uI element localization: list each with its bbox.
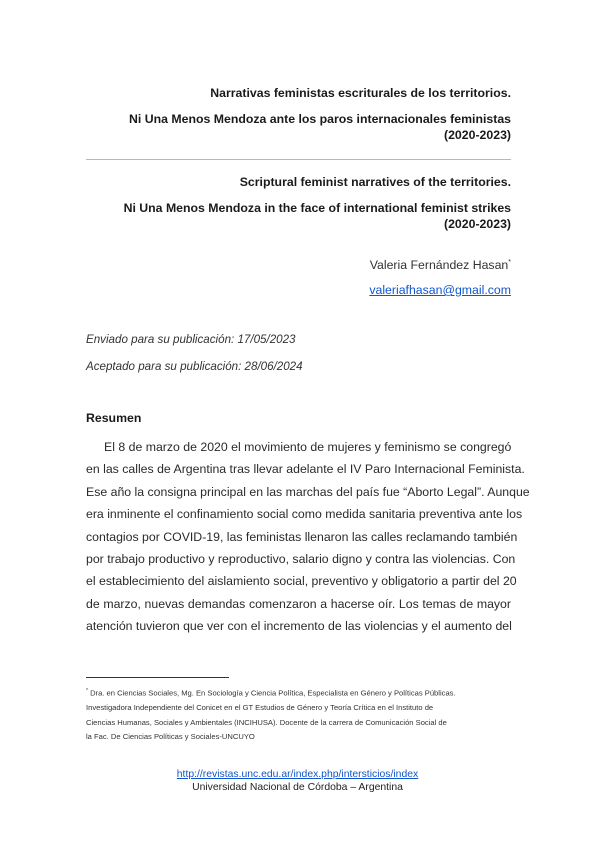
abstract-line: en las calles de Argentina tras llevar adelante el IV Paro Internacional Feminista. [86,462,525,477]
subtitle-spanish-line-2: (2020-2023) [444,127,511,142]
institution-name: Universidad Nacional de Córdoba – Argentina [192,782,403,793]
footnote-line [86,684,513,701]
footnote-divider [86,677,229,678]
abstract-line: era inminente el confinamiento social como medida sanitaria preventiva ante los [86,507,523,522]
subtitle-english-line-2: (2020-2023) [444,216,511,231]
footnote-line: Ciencias Humanas, Sociales y Ambientales (INCIHUSA). Docente de la carrera de Comunicación Social de [86,717,447,727]
footnote-line: la Fac. De Ciencias Políticas y Sociales-UNCUYO [86,732,255,742]
footnote-marker: * [86,688,88,694]
subtitle-spanish [86,112,511,143]
abstract-line: de marzo, nuevas demandas comenzaron a hacerse oír. Los temas de mayor [86,596,511,611]
footnote-line: Investigadora Independiente del Conicet en el GT Estudios de Género y Teoría Crítica en el Instituto de [86,703,434,713]
title-spanish [86,86,511,102]
journal-url-link[interactable]: http://revistas.unc.edu.ar/index.php/intersticios/index [176,769,419,780]
author-email-link[interactable]: valeriafhasan@gmail.com [369,283,511,297]
abstract-line: el establecimiento del aislamiento social, preventivo y obligatorio a partir del 20 [86,574,517,589]
title-english [86,175,511,191]
title-english-line-1: Scriptural feminist narratives of the territories. [239,175,511,189]
footnote [86,684,513,745]
acceptance-date: Aceptado para su publicación: 28/06/2024 [86,360,303,373]
footnote-line-text: Dra. en Ciencias Sociales, Mg. En Sociología y Ciencia Política, Especialista en Género y Políticas Públicas. [87,688,456,698]
author-name-text: Valeria Fernández Hasan [369,258,509,272]
subtitle-english-line-1: Ni Una Menos Mendoza in the face of international feminist strikes [123,201,511,215]
submission-date: Enviado para su publicación: 17/05/2023 [86,333,296,346]
abstract-line: por trabajo productivo y reproductivo, salario digno y contra las violencias. Con [86,552,516,567]
abstract-line: contagios por COVID-19, las feministas llenaron las calles reclamando también [86,529,518,544]
abstract-line: atención tuvieron que ver con el incremento de las violencias y el aumento del [86,619,512,634]
subtitle-english [86,201,511,232]
abstract-line: Ese año la consigna principal en las marchas del país fue “Aborto Legal”. Aunque [86,484,530,499]
title-divider [86,159,511,160]
subtitle-spanish-line-1: Ni Una Menos Mendoza ante los paros internacionales feministas [129,112,511,126]
abstract-heading: Resumen [86,411,142,425]
abstract-body [86,436,530,638]
abstract-line: El 8 de marzo de 2020 el movimiento de mujeres y feminismo se congregó [104,440,512,454]
author-name [370,258,511,272]
author-footnote-marker[interactable]: * [508,258,511,266]
title-spanish-line-1: Narrativas feministas escriturales de los territorios. [210,86,511,100]
